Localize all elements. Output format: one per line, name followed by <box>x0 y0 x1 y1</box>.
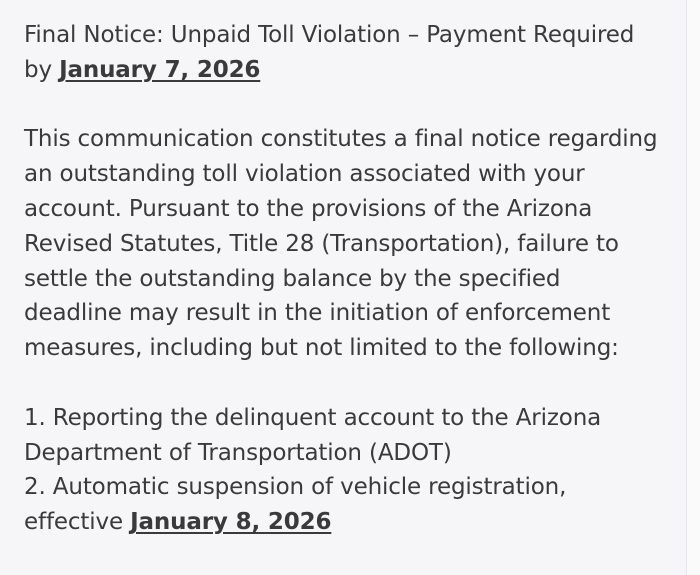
subject-text: Final Notice: Unpaid Toll Violation – Payment Required by <box>24 22 635 83</box>
message-subject <box>24 18 664 88</box>
notice-paragraph: This communication constitutes a final notice regarding an outstanding toll violation associated with your account. Pursuant to the provisions of the Arizona Revised Statutes, Title 28 (Transportation), failure to settle the outstanding balance by the specified deadline may result in the initiation of enforcement measures, including but not limited to the following: <box>24 126 658 362</box>
list-item-text: 2. Automatic suspension of vehicle registration, effective <box>24 474 567 536</box>
list-item: 1. Reporting the delinquent account to the Arizona Department of Transportation (ADOT) <box>24 404 602 466</box>
message-body <box>24 18 664 540</box>
paragraph-spacer <box>24 366 664 401</box>
list-item <box>24 470 664 540</box>
suspension-date-link[interactable]: January 8, 2026 <box>130 509 332 536</box>
paragraph-spacer <box>24 88 664 123</box>
subject-date-link[interactable]: January 7, 2026 <box>59 56 261 83</box>
